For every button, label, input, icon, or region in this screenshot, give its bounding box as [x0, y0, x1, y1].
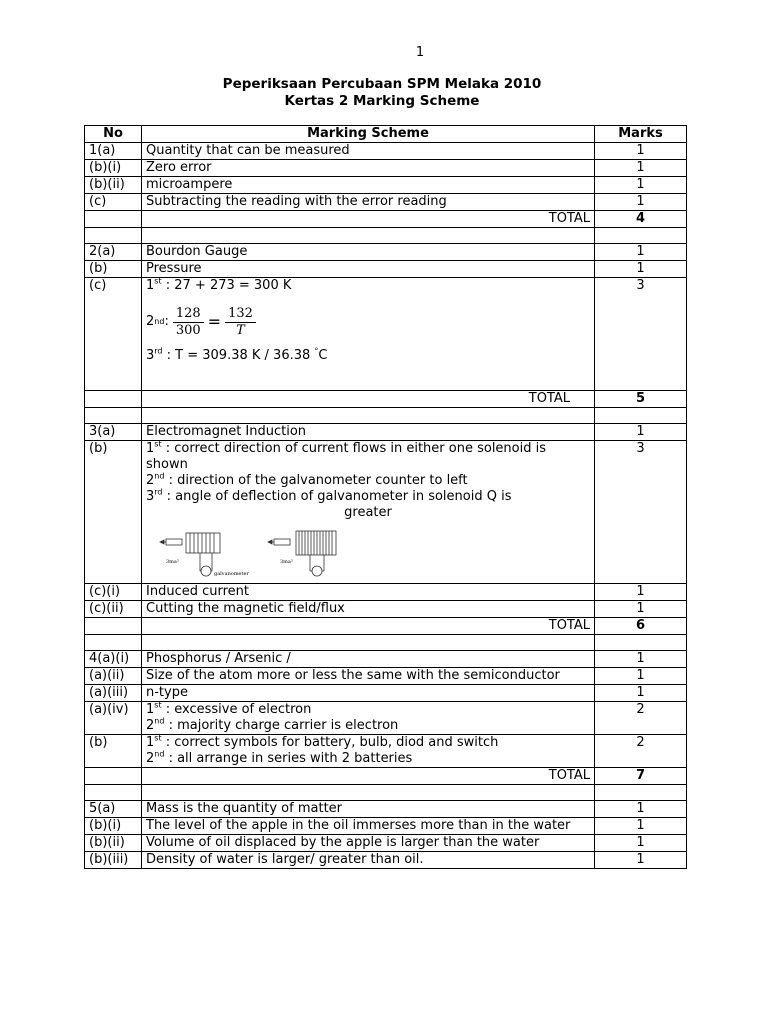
- mark-value: 2: [595, 702, 687, 735]
- document-title: [0, 76, 764, 110]
- mark-value: 1: [595, 261, 687, 278]
- mark-value: 1: [595, 177, 687, 194]
- answer-text: Size of the atom more or less the same with the semiconductor: [142, 668, 595, 685]
- answer-text: microampere: [142, 177, 595, 194]
- equals-sign: =: [207, 312, 222, 331]
- point-2: 2nd : all arrange in series with 2 batteries: [146, 749, 413, 766]
- table-row: [85, 424, 687, 441]
- step-1: 1st : 27 + 273 = 300 K: [146, 276, 292, 293]
- total-mark: 5: [595, 391, 687, 408]
- mark-value: 1: [595, 601, 687, 618]
- table-row: [85, 261, 687, 278]
- question-number: 2(a): [85, 244, 142, 261]
- answer-text: The level of the apple in the oil immerses more than in the water: [142, 818, 595, 835]
- table-row: [85, 160, 687, 177]
- magnet-label-2: 3ma²: [280, 559, 293, 565]
- total-label: TOTAL: [142, 768, 595, 785]
- total-label: TOTAL: [142, 211, 595, 228]
- answer-text: Pressure: [142, 261, 595, 278]
- question-number: (c)(i): [85, 584, 142, 601]
- answer-text: [142, 735, 595, 768]
- point-2: 2nd : majority charge carrier is electron: [146, 716, 399, 733]
- question-number: (a)(iv): [85, 702, 142, 735]
- header-no: No: [85, 126, 142, 143]
- total-row: [85, 618, 687, 635]
- total-mark: 7: [595, 768, 687, 785]
- answer-text: Bourdon Gauge: [142, 244, 595, 261]
- solenoid-p-icon: [160, 533, 220, 576]
- table-row: [85, 143, 687, 160]
- table-row: [85, 735, 687, 768]
- solenoid-galvanometer-diagram: [156, 525, 356, 581]
- answer-text: Volume of oil displaced by the apple is larger than the water: [142, 835, 595, 852]
- question-number: 1(a): [85, 143, 142, 160]
- table-row: [85, 601, 687, 618]
- total-mark: 4: [595, 211, 687, 228]
- table-row: [85, 441, 687, 584]
- table-row: [85, 852, 687, 869]
- header-marks: Marks: [595, 126, 687, 143]
- table-row: [85, 668, 687, 685]
- mark-value: 1: [595, 852, 687, 869]
- table-row: [85, 702, 687, 735]
- mark-value: 1: [595, 668, 687, 685]
- answer-text: Induced current: [142, 584, 595, 601]
- step-3: 3rd : T = 309.38 K / 36.38 °C: [146, 346, 328, 363]
- question-number: (b)(ii): [85, 835, 142, 852]
- question-number: (b): [85, 735, 142, 768]
- mark-value: 2: [595, 735, 687, 768]
- total-label: TOTAL: [142, 391, 595, 408]
- mark-value: 1: [595, 685, 687, 702]
- mark-value: 1: [595, 424, 687, 441]
- table-row: [85, 651, 687, 668]
- question-number: (b)(iii): [85, 852, 142, 869]
- mark-value: 3: [595, 441, 687, 584]
- question-number: (a)(ii): [85, 668, 142, 685]
- question-number: 4(a)(i): [85, 651, 142, 668]
- question-number: (a)(iii): [85, 685, 142, 702]
- answer-text: Subtracting the reading with the error reading: [142, 194, 595, 211]
- mark-value: 1: [595, 651, 687, 668]
- question-number: (c): [85, 278, 142, 391]
- page-number: 1: [415, 45, 425, 60]
- table-row: [85, 278, 687, 391]
- table-row: [85, 685, 687, 702]
- header-marking-scheme: Marking Scheme: [142, 126, 595, 143]
- mark-value: 1: [595, 244, 687, 261]
- marking-scheme-table: [84, 125, 687, 869]
- fraction-1: $\frac{128}{300}$: [173, 306, 204, 339]
- question-number: (c)(ii): [85, 601, 142, 618]
- magnet-label-1: 3ma²: [166, 559, 179, 565]
- mark-value: 1: [595, 835, 687, 852]
- answer-text: Phosphorus / Arsenic /: [142, 651, 595, 668]
- total-mark: 6: [595, 618, 687, 635]
- question-number: (b)(ii): [85, 177, 142, 194]
- answer-text: Mass is the quantity of matter: [142, 801, 595, 818]
- spacer-row: [85, 785, 687, 801]
- question-number: (b)(i): [85, 160, 142, 177]
- mark-value: 1: [595, 818, 687, 835]
- question-number: 5(a): [85, 801, 142, 818]
- total-label: TOTAL: [142, 618, 595, 635]
- mark-value: 1: [595, 194, 687, 211]
- point-3-continued: greater: [344, 505, 392, 520]
- solenoid-q-icon: [268, 531, 336, 576]
- title-line-1: Peperiksaan Percubaan SPM Melaka 2010: [222, 76, 542, 92]
- answer-text: [142, 702, 595, 735]
- total-row: [85, 768, 687, 785]
- answer-text: [142, 441, 595, 584]
- title-line-2: Kertas 2 Marking Scheme: [284, 93, 480, 109]
- galvanometer-label: galvanometer: [214, 571, 249, 577]
- mark-value: 1: [595, 160, 687, 177]
- table-row: [85, 818, 687, 835]
- table-row: [85, 801, 687, 818]
- point-2: 2nd : direction of the galvanometer counter to left: [146, 471, 468, 488]
- question-number: (c): [85, 194, 142, 211]
- answer-text: n-type: [142, 685, 595, 702]
- equation: 2 nd : $\frac{128}{300}$ = $\frac{132}{T}$: [146, 300, 590, 344]
- point-1: 1st : correct symbols for battery, bulb, diod and switch: [146, 733, 499, 750]
- table-row: [85, 177, 687, 194]
- spacer-row: [85, 228, 687, 244]
- question-number: (b)(i): [85, 818, 142, 835]
- question-number: (b): [85, 261, 142, 278]
- question-number: 3(a): [85, 424, 142, 441]
- header-row: [85, 126, 687, 143]
- answer-text: Cutting the magnetic field/flux: [142, 601, 595, 618]
- point-1: 1st : excessive of electron: [146, 700, 312, 717]
- total-row: [85, 211, 687, 228]
- table-row: [85, 194, 687, 211]
- answer-text: Density of water is larger/ greater than oil.: [142, 852, 595, 869]
- point-3: 3rd : angle of deflection of galvanometer in solenoid Q is: [146, 487, 512, 504]
- answer-text: [142, 278, 595, 391]
- table-row: [85, 584, 687, 601]
- answer-text: Zero error: [142, 160, 595, 177]
- point-1: 1st : correct direction of current flows in either one solenoid is shown: [146, 439, 547, 472]
- answer-text: Quantity that can be measured: [142, 143, 595, 160]
- total-row: [85, 391, 687, 408]
- mark-value: 1: [595, 584, 687, 601]
- table-row: [85, 835, 687, 852]
- mark-value: 1: [595, 143, 687, 160]
- spacer-row: [85, 635, 687, 651]
- question-number: (b): [85, 441, 142, 584]
- spacer-row: [85, 408, 687, 424]
- mark-value: 3: [595, 278, 687, 391]
- fraction-2: $\frac{132}{T}$: [225, 306, 256, 339]
- answer-text: Electromagnet Induction: [142, 424, 595, 441]
- mark-value: 1: [595, 801, 687, 818]
- table-row: [85, 244, 687, 261]
